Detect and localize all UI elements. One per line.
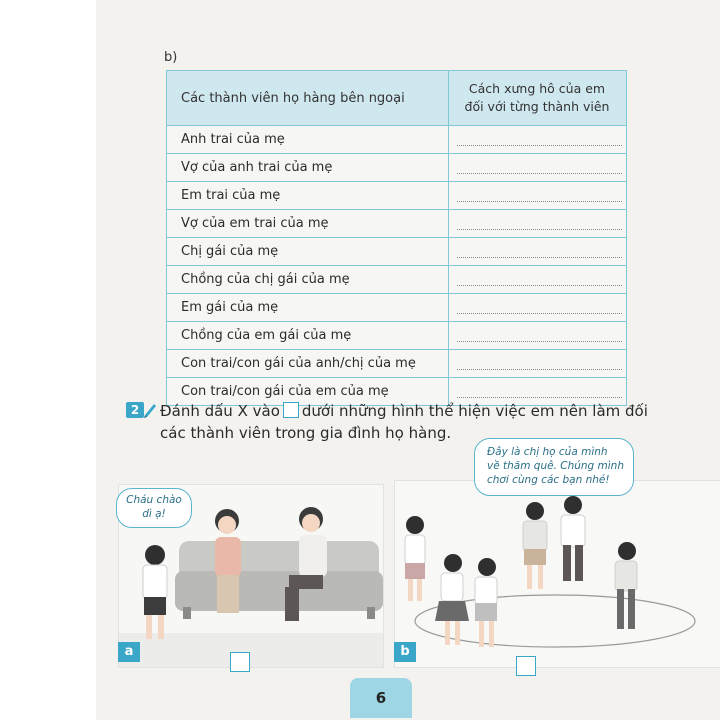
relative-name-cell: Anh trai của mẹ	[167, 126, 449, 154]
dotted-answer-line	[457, 273, 622, 286]
header-address-line1: Cách xưng hô của em	[468, 81, 606, 96]
playing-scene-illustration	[395, 481, 720, 667]
relatives-table	[166, 70, 627, 406]
dotted-answer-line	[457, 329, 622, 342]
dotted-answer-line	[457, 133, 622, 146]
answer-cell[interactable]	[449, 350, 627, 378]
relative-name-cell: Chồng của em gái của mẹ	[167, 322, 449, 350]
header-address-line2: đối với từng thành viên	[464, 99, 610, 114]
page-number: 6	[350, 678, 412, 718]
table-row	[167, 182, 627, 210]
table-row	[167, 266, 627, 294]
dotted-answer-line	[457, 301, 622, 314]
relative-name-cell: Chị gái của mẹ	[167, 238, 449, 266]
relative-name-cell: Em gái của mẹ	[167, 294, 449, 322]
answer-cell[interactable]	[449, 294, 627, 322]
exercise-number: 2	[126, 402, 144, 418]
table-row	[167, 126, 627, 154]
answer-cell[interactable]	[449, 238, 627, 266]
instruction-line-1	[160, 400, 648, 422]
answer-cell[interactable]	[449, 210, 627, 238]
dotted-answer-line	[457, 245, 622, 258]
picture-a-label: a	[118, 642, 140, 662]
answer-cell[interactable]	[449, 154, 627, 182]
header-address-form	[449, 71, 627, 126]
instruction-line-2: các thành viên trong gia đình họ hàng.	[160, 424, 452, 442]
answer-box-b[interactable]	[516, 656, 536, 676]
inline-checkbox-icon	[283, 402, 299, 418]
instruction-before-box: Đánh dấu X vào	[160, 402, 280, 420]
bubble-b-line3: chơi cùng các bạn nhé!	[487, 474, 610, 486]
relative-name-cell: Vợ của anh trai của mẹ	[167, 154, 449, 182]
picture-b-playing-together	[394, 480, 720, 668]
relative-name-cell: Con trai/con gái của em của mẹ	[167, 378, 449, 406]
table-row	[167, 238, 627, 266]
bubble-a-line2: dì ạ!	[142, 508, 166, 520]
header-relatives: Các thành viên họ hàng bên ngoại	[167, 71, 449, 126]
relative-name-cell: Con trai/con gái của anh/chị của mẹ	[167, 350, 449, 378]
table-row	[167, 322, 627, 350]
relative-name-cell: Vợ của em trai của mẹ	[167, 210, 449, 238]
table-row	[167, 294, 627, 322]
workbook-page	[96, 0, 720, 720]
dotted-answer-line	[457, 357, 622, 370]
answer-cell[interactable]	[449, 266, 627, 294]
speech-bubble-b	[474, 438, 634, 496]
table-row	[167, 350, 627, 378]
dotted-answer-line	[457, 161, 622, 174]
picture-b-label: b	[394, 642, 416, 662]
table-row	[167, 210, 627, 238]
bubble-b-line1: Đây là chị họ của mình	[487, 446, 608, 458]
bubble-b-line2: về thăm quê. Chúng mình	[487, 460, 624, 472]
dotted-answer-line	[457, 217, 622, 230]
relative-name-cell: Chồng của chị gái của mẹ	[167, 266, 449, 294]
dotted-answer-line	[457, 189, 622, 202]
answer-box-a[interactable]	[230, 652, 250, 672]
instruction-after-box: dưới những hình thể hiện việc em nên làm đối	[301, 402, 648, 420]
answer-cell[interactable]	[449, 126, 627, 154]
speech-bubble-a	[116, 488, 192, 528]
pencil-icon	[142, 400, 158, 418]
answer-cell[interactable]	[449, 182, 627, 210]
part-label: b)	[164, 50, 178, 65]
answer-cell[interactable]	[449, 322, 627, 350]
table-row	[167, 154, 627, 182]
bubble-a-line1: Cháu chào	[126, 494, 182, 506]
table-header-row	[167, 71, 627, 126]
relative-name-cell: Em trai của mẹ	[167, 182, 449, 210]
table-body	[167, 126, 627, 406]
dotted-answer-line	[457, 385, 622, 398]
